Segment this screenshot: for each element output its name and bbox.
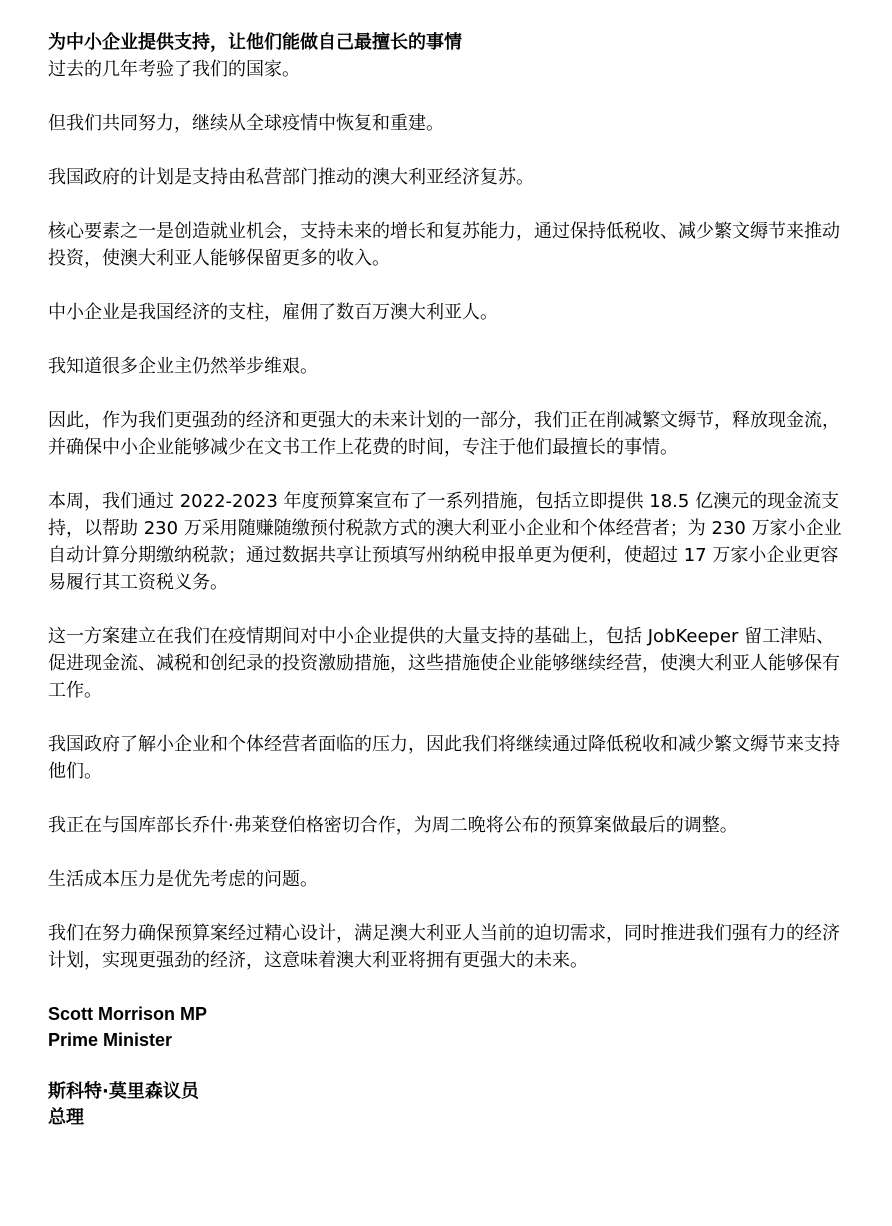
document-title: 为中小企业提供支持，让他们能做自己最擅长的事情 (48, 32, 462, 53)
signatory-title-en: Prime Minister (48, 1030, 173, 1050)
paragraph-1: 过去的几年考验了我们的国家。 (48, 59, 300, 80)
signature-chinese (48, 1079, 848, 1131)
paragraph-2: 但我们共同努力，继续从全球疫情中恢复和重建。 (48, 113, 444, 134)
paragraph-11: 我正在与国库部长乔什·弗莱登伯格密切合作，为周二晚将公布的预算案做最后的调整。 (48, 815, 738, 836)
signature-english (48, 1001, 848, 1053)
paragraph-10: 我国政府了解小企业和个体经营者面临的压力，因此我们将继续通过降低税收和减少繁文缛节来支持他们。 (48, 734, 840, 782)
paragraph-6: 我知道很多企业主仍然举步维艰。 (48, 356, 318, 377)
paragraph-7: 因此，作为我们更强劲的经济和更强大的未来计划的一部分，我们正在削减繁文缛节，释放现金流，并确保中小企业能够减少在文书工作上花费的时间，专注于他们最擅长的事情。 (48, 410, 840, 458)
paragraph-4: 核心要素之一是创造就业机会，支持未来的增长和复苏能力，通过保持低税收、减少繁文缛节来推动投资，使澳大利亚人能够保留更多的收入。 (48, 221, 840, 269)
paragraph-5: 中小企业是我国经济的支柱，雇佣了数百万澳大利亚人。 (48, 302, 498, 323)
paragraph-3: 我国政府的计划是支持由私营部门推动的澳大利亚经济复苏。 (48, 167, 534, 188)
paragraph-8: 本周，我们通过 2022-2023 年度预算案宣布了一系列措施，包括立即提供 18.5 亿澳元的现金流支持，以帮助 230 万采用随赚随缴预付税款方式的澳大利亚小企业和个体经营者；为 230 万家小企业自动计算分期缴纳税款；通过数据共享让预填写州纳税申报单更为便利，使超过 17 万家小企业更容易履行其工资税义务。 (48, 491, 842, 593)
signatory-name-zh: 斯科特·莫里森议员 (48, 1081, 199, 1102)
signatory-title-zh: 总理 (48, 1107, 84, 1128)
paragraph-9: 这一方案建立在我们在疫情期间对中小企业提供的大量支持的基础上，包括 JobKeeper 留工津贴、促进现金流、减税和创纪录的投资激励措施，这些措施使企业能够继续经营，使澳大利亚人能够保有工作。 (48, 626, 840, 701)
signatory-name-en: Scott Morrison MP (48, 1004, 208, 1024)
document-body (48, 30, 848, 1157)
paragraph-12: 生活成本压力是优先考虑的问题。 (48, 869, 318, 890)
paragraph-13: 我们在努力确保预算案经过精心设计，满足澳大利亚人当前的迫切需求，同时推进我们强有力的经济计划，实现更强劲的经济，这意味着澳大利亚将拥有更强大的未来。 (48, 923, 840, 971)
